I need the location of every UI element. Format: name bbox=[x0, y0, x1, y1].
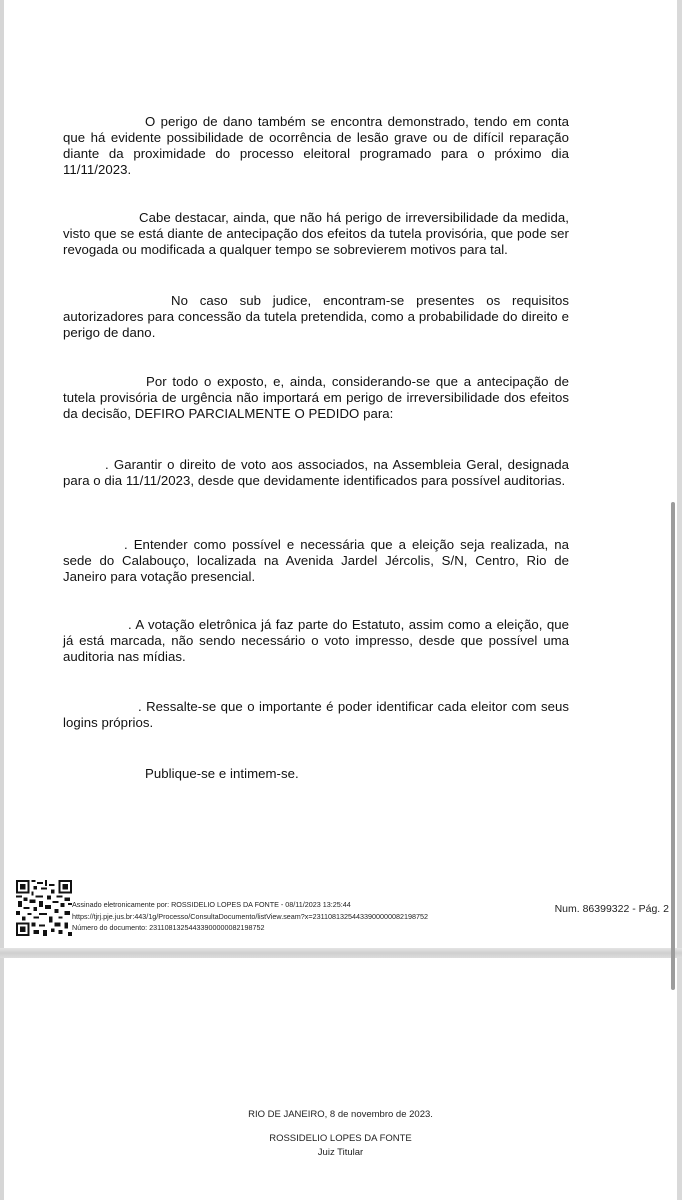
page-separator bbox=[0, 948, 682, 958]
document-number-text: Número do documento: 23110813254433900000082198752 bbox=[72, 923, 265, 932]
scrollbar-track[interactable] bbox=[677, 0, 682, 1200]
paragraph-6 bbox=[63, 537, 569, 585]
paragraph-8 bbox=[63, 699, 569, 731]
judge-title: Juiz Titular bbox=[317, 1147, 364, 1158]
paragraph-5 bbox=[63, 457, 569, 489]
paragraph-text: O perigo de dano também se encontra demonstrado, tendo em conta que há evidente possibilidade de ocorrência de lesão grave ou de difícil reparação diante da proximidade do processo eleitoral programado para o próximo dia 11/11/2023. bbox=[63, 114, 569, 177]
document-page-2 bbox=[4, 958, 677, 1200]
paragraph-3 bbox=[63, 293, 569, 341]
signature-metadata bbox=[72, 899, 428, 934]
paragraph-text: . Garantir o direito de voto aos associados, na Assembleia Geral, designada para o dia 11/11/2023, desde que devidamente identificados para possível auditorias. bbox=[63, 457, 569, 488]
paragraph-text: . A votação eletrônica já faz parte do Estatuto, assim como a eleição, que já está marcada, não sendo necessário o voto impresso, desde que possível uma auditoria nas mídias. bbox=[63, 617, 569, 664]
paragraph-text: Por todo o exposto, e, ainda, considerando-se que a antecipação de tutela provisória de urgência não importará em perigo de irreversibilidade dos efeitos da decisão, DEFIRO PARCIALMENTE O PEDIDO para: bbox=[63, 374, 569, 421]
document-page-1 bbox=[4, 0, 677, 948]
paragraph-1 bbox=[63, 114, 569, 178]
place-date: RIO DE JANEIRO, 8 de novembro de 2023. bbox=[248, 1109, 433, 1120]
paragraph-text: No caso sub judice, encontram-se presentes os requisitos autorizadores para concessão da tutela pretendida, como a probabilidade do direito e perigo de dano. bbox=[63, 293, 569, 340]
paragraph-text: Cabe destacar, ainda, que não há perigo de irreversibilidade da medida, visto que se está diante de antecipação dos efeitos da tutela provisória, que pode ser revogada ou modificada a qualquer tempo se sobrevierem motivos para tal. bbox=[63, 210, 569, 257]
qr-code-icon bbox=[16, 880, 72, 936]
judge-name: ROSSIDELIO LOPES DA FONTE bbox=[269, 1133, 412, 1144]
signed-by-text: Assinado eletronicamente por: ROSSIDELIO LOPES DA FONTE - 08/11/2023 13:25:44 bbox=[72, 900, 351, 909]
paragraph-9 bbox=[63, 766, 569, 782]
document-url-link[interactable]: https://tjrj.pje.jus.br:443/1g/Processo/ConsultaDocumento/listView.seam?x=23110813254433900000082198752 bbox=[72, 911, 428, 921]
page-number: Num. 86399322 - Pág. 2 bbox=[554, 903, 669, 915]
paragraph-text: . Entender como possível e necessária que a eleição seja realizada, na sede do Calabouço, localizada na Avenida Jardel Jércolis, S/N, Centro, Rio de Janeiro para votação presencial. bbox=[63, 537, 569, 584]
scrollbar-thumb[interactable] bbox=[671, 502, 675, 990]
paragraph-4 bbox=[63, 374, 569, 422]
paragraph-text: Publique-se e intimem-se. bbox=[145, 766, 299, 781]
paragraph-7 bbox=[63, 617, 569, 665]
paragraph-text: . Ressalte-se que o importante é poder identificar cada eleitor com seus logins próprios. bbox=[63, 699, 569, 730]
paragraph-2 bbox=[63, 210, 569, 258]
